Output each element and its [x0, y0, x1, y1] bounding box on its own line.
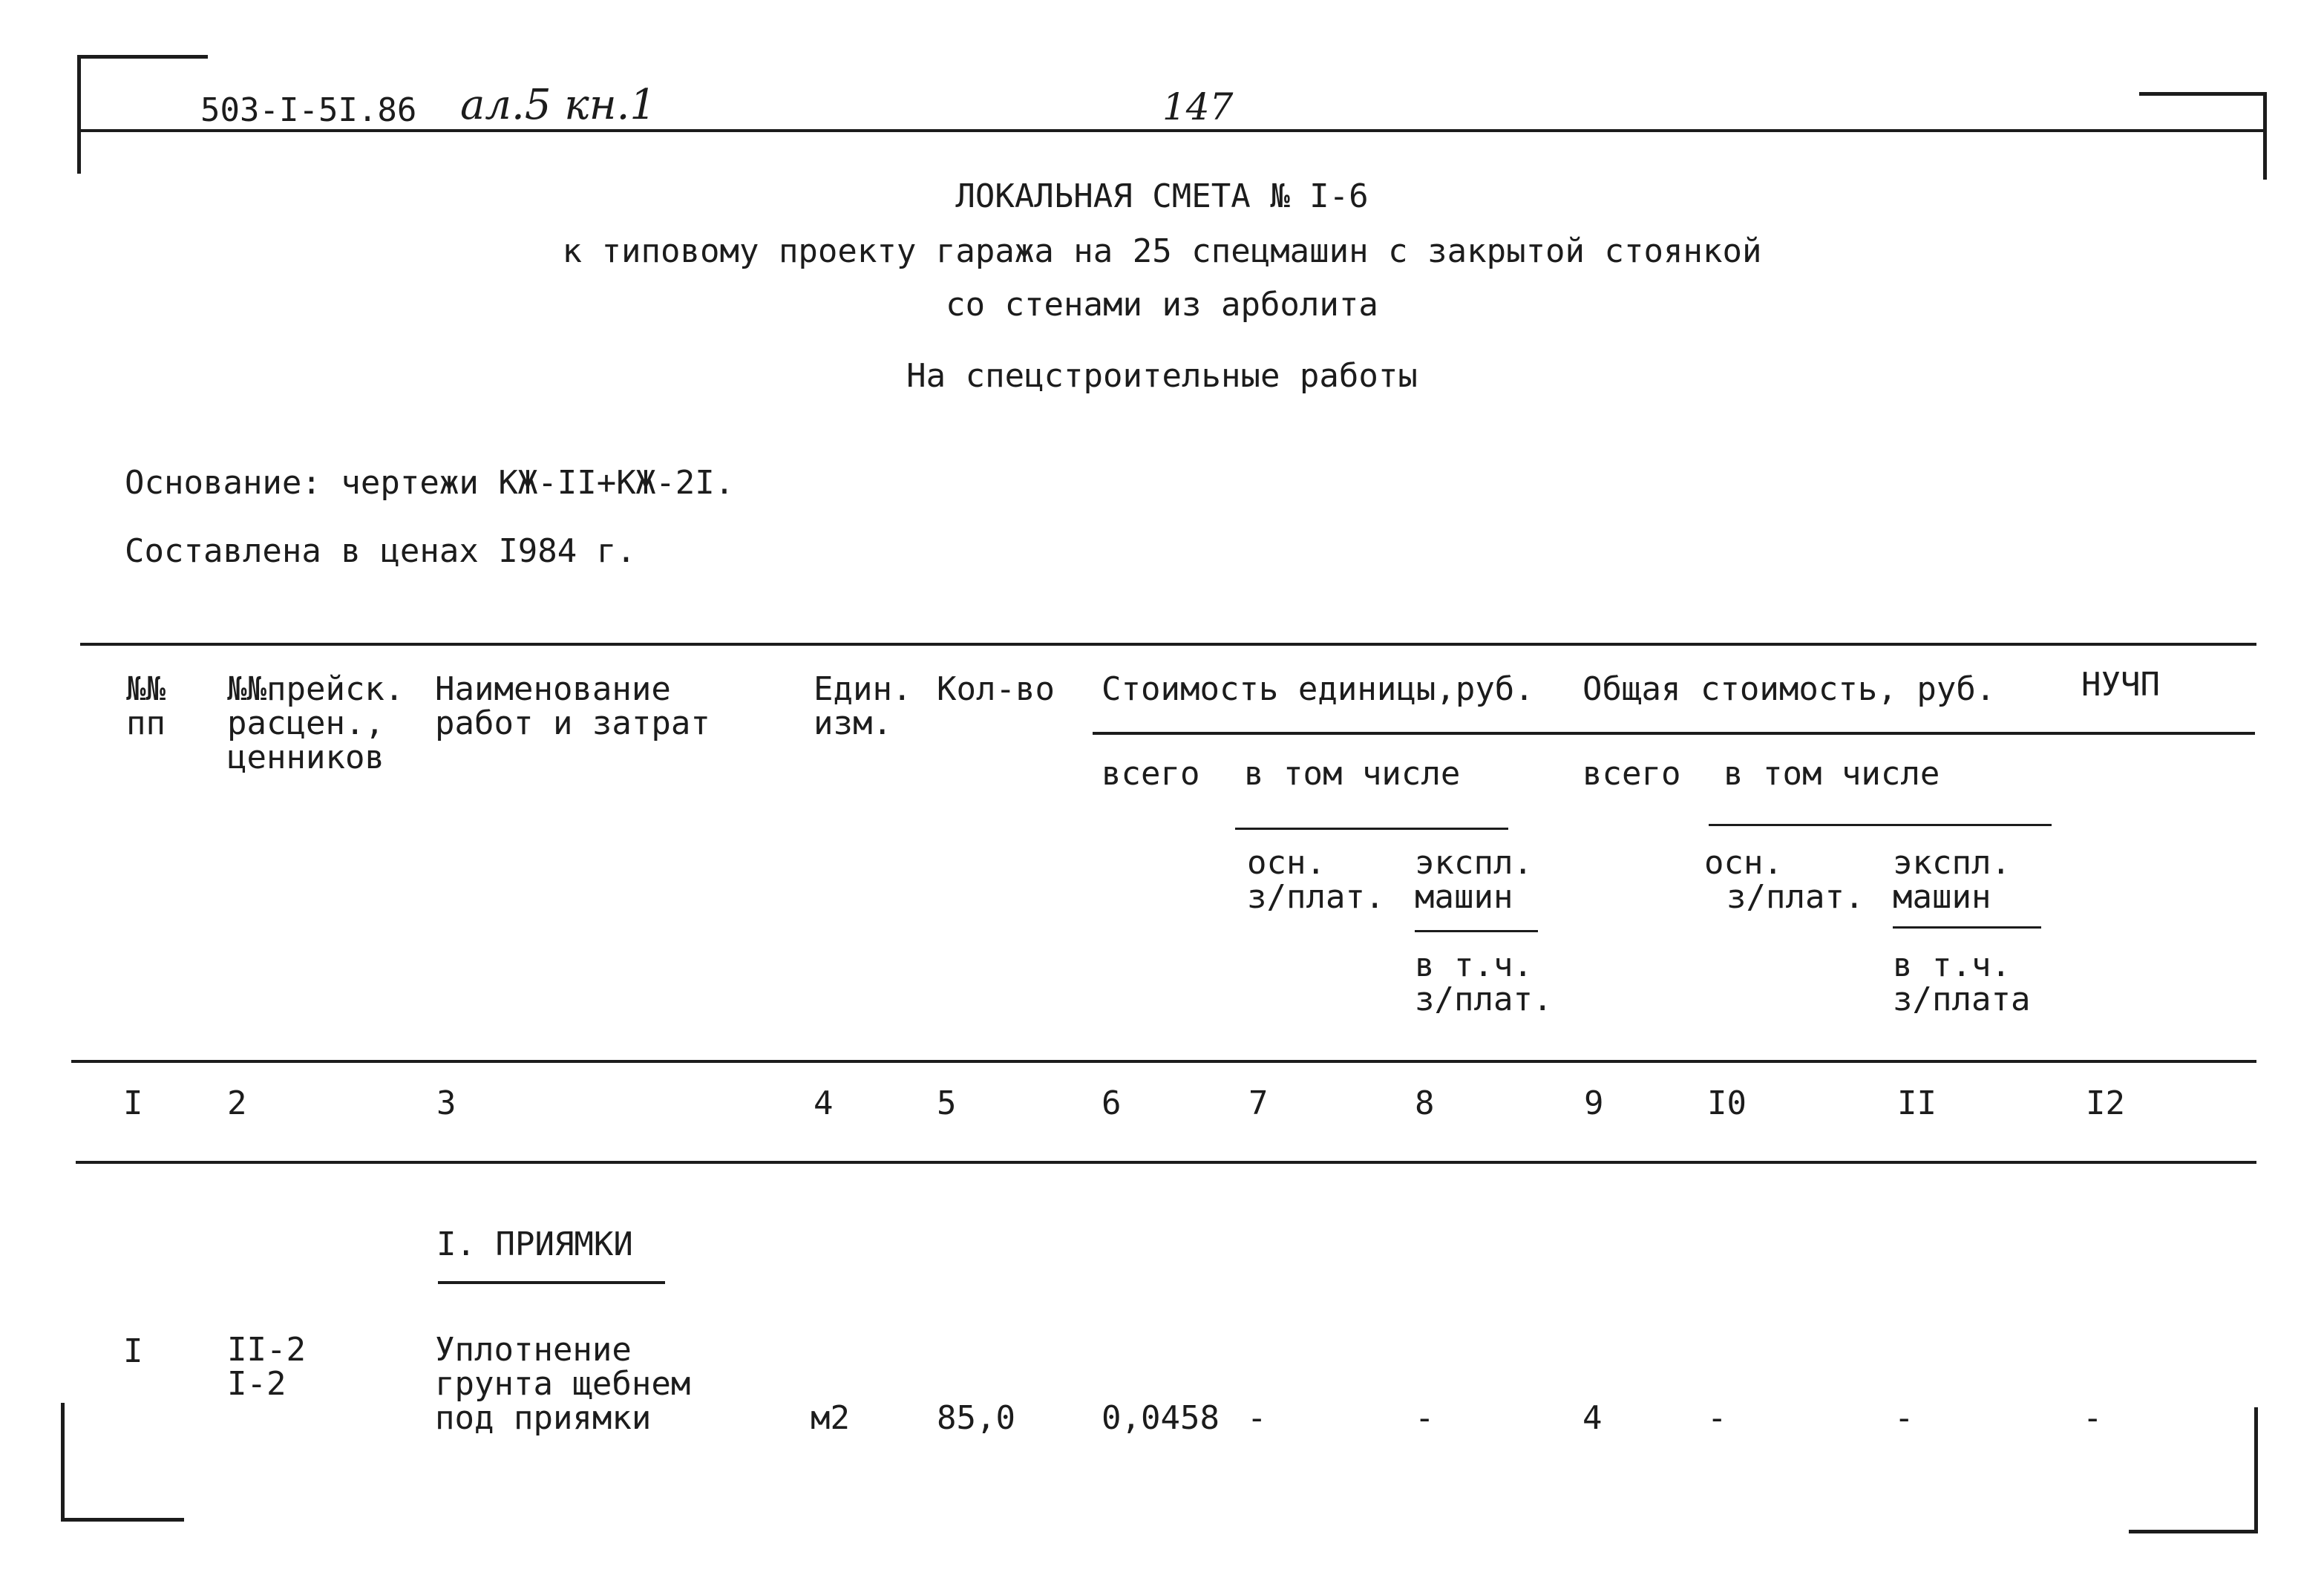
row-qty: 85,0 [937, 1399, 1015, 1437]
colnum: 2 [227, 1084, 247, 1122]
row-total-mach: - [1894, 1399, 1914, 1437]
title-line-4: На спецстроительные работы [906, 357, 1418, 395]
page-number: 147 [1162, 85, 1234, 128]
total-mach-rule [1893, 926, 2041, 929]
handwritten-note: ал.5 кн.1 [460, 81, 657, 129]
cost-group-rule [1093, 732, 2255, 735]
row-total-base: - [1707, 1399, 1727, 1437]
basis-drawings: Основание: чертежи КЖ-II+КЖ-2I. [125, 464, 735, 502]
doc-code: 503-I-5I.86 [200, 91, 417, 129]
colnum: I [123, 1084, 143, 1122]
title-line-3: со стенами из арболита [946, 286, 1378, 324]
unit-mach-rule [1415, 930, 1538, 932]
colnum: I0 [1707, 1084, 1747, 1122]
title-line-1: ЛОКАЛЬНАЯ СМЕТА № I-6 [955, 177, 1369, 215]
row-number: I [123, 1332, 143, 1370]
header-col3: Наименование работ и затрат [435, 670, 710, 742]
colnum: 7 [1248, 1084, 1269, 1122]
colnum: I2 [2086, 1084, 2125, 1122]
colnum: 3 [436, 1084, 456, 1122]
header-total-total: всего [1582, 755, 1681, 793]
header-total-mach: экспл. машин [1893, 844, 2011, 916]
colnum: 5 [937, 1084, 957, 1122]
header-total-cost: Общая стоимость, руб. [1582, 670, 1996, 708]
frame-header-line [77, 129, 2267, 132]
table-top-rule [80, 643, 2256, 646]
section-title: I. ПРИЯМКИ [436, 1225, 633, 1263]
row-unit-total: 0,0458 [1102, 1399, 1220, 1437]
header-col1: №№ пп [126, 670, 166, 742]
colnum-bottom-rule [76, 1161, 2256, 1164]
colnum: II [1897, 1084, 1937, 1122]
row-unit-base: - [1247, 1399, 1267, 1437]
row-total: 4 [1582, 1399, 1603, 1437]
colnum: 4 [814, 1084, 834, 1122]
header-unit-mach: экспл. машин [1415, 844, 1533, 916]
colnum: 8 [1415, 1084, 1435, 1122]
row-name: Уплотнение грунта щебнем под приямки [435, 1331, 691, 1437]
colnum: 9 [1584, 1084, 1604, 1122]
header-unit-total: всего [1102, 755, 1200, 793]
header-col5: Кол-во [937, 670, 1055, 708]
header-unit-base: осн. з/плат. [1247, 844, 1385, 916]
row-nuchp: - [2083, 1399, 2103, 1437]
header-col4: Един. изм. [814, 670, 912, 742]
basis-prices: Составлена в ценах I984 г. [125, 532, 636, 570]
total-incl-rule [1709, 824, 2052, 826]
header-nuchp: НУЧП [2081, 666, 2160, 704]
colnum: 6 [1102, 1084, 1122, 1122]
header-unit-mach-sub: в т.ч. з/плат. [1415, 946, 1553, 1018]
header-unit-cost: Стоимость единицы,руб. [1102, 670, 1534, 708]
header-total-base: осн. з/плат. [1704, 844, 1865, 916]
row-code: II-2 I-2 [227, 1331, 306, 1403]
row-unit-mach: - [1415, 1399, 1435, 1437]
header-total-mach-sub: в т.ч. з/плата [1893, 946, 2031, 1018]
row-unit: м2 [811, 1399, 850, 1437]
header-col2: №№прейск. расцен., ценников [227, 670, 405, 776]
header-total-incl: в том числе [1724, 755, 1940, 793]
header-bottom-rule [71, 1060, 2256, 1063]
title-line-2: к типовому проекту гаража на 25 спецмашин с закрытой стоянкой [562, 232, 1762, 270]
section-title-underline [438, 1281, 665, 1284]
header-unit-incl: в том числе [1244, 755, 1461, 793]
unit-incl-rule [1235, 828, 1508, 830]
